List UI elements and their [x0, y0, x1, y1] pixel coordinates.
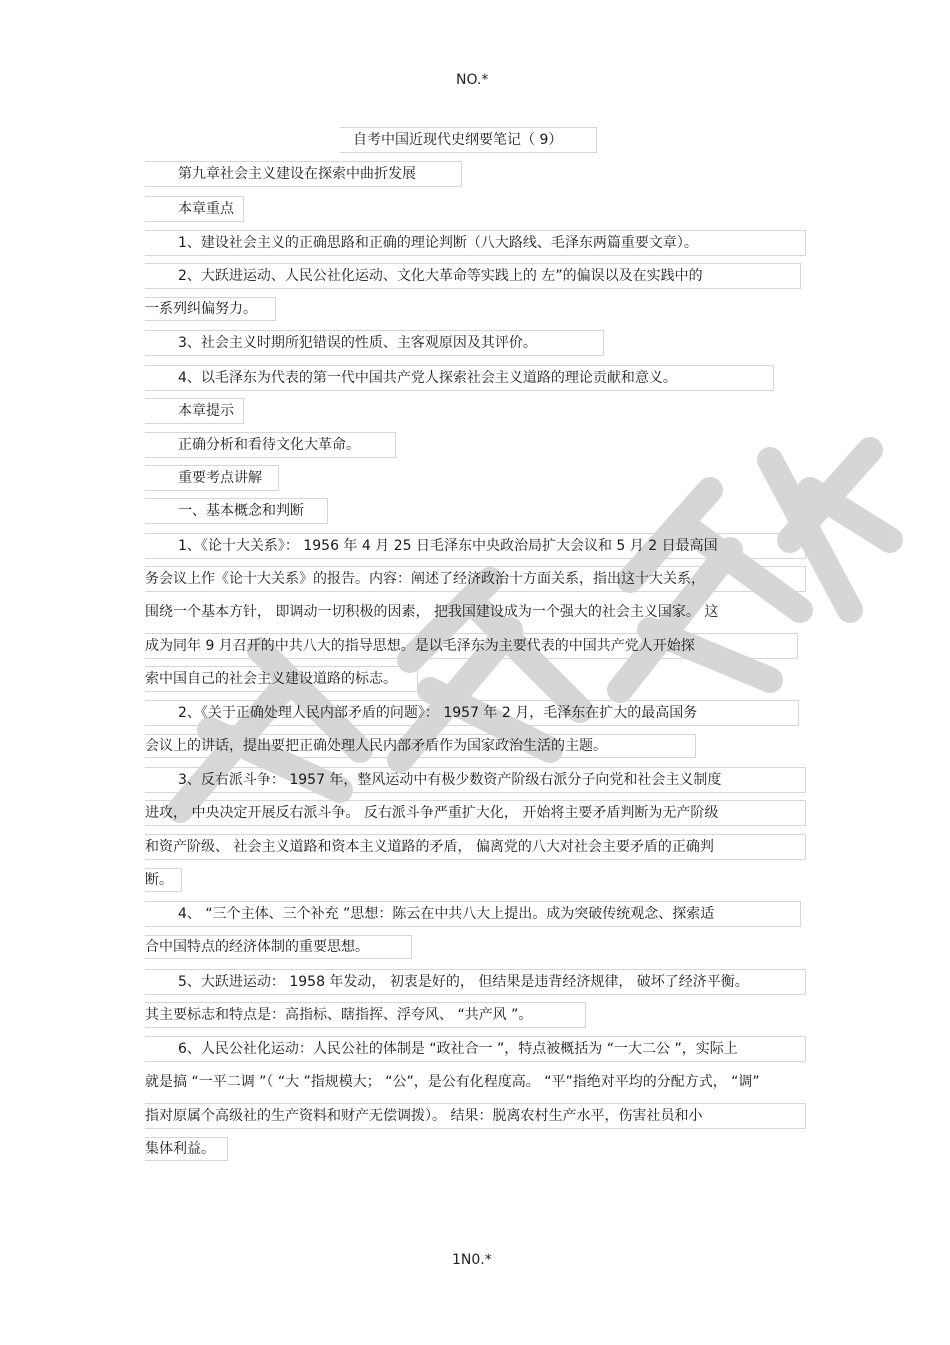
item-1-line-3: 围绕一个基本方针， 即调动一切积极的因素， 把我国建设成为一个强大的社会主义国家。 这	[145, 604, 719, 620]
item-5-line-1: 5、大跃进运动： 1958 年发动， 初衷是好的， 但结果是违背经济规律， 破坏了经济平衡。	[178, 974, 749, 990]
key-point-3: 3、社会主义时期所犯错误的性质、主客观原因及其评价。	[178, 335, 537, 351]
hint-heading: 本章提示	[178, 403, 234, 419]
key-point-1: 1、建设社会主义的正确思路和正确的理论判断（八大路线、毛泽东两篇重要文章）。	[178, 235, 698, 251]
exam-heading: 重要考点讲解	[178, 470, 262, 486]
page-number-header: NO.*	[456, 72, 489, 88]
section1-heading: 一、基本概念和判断	[178, 503, 304, 519]
item-3-line-4: 断。	[145, 872, 173, 888]
item-4-line-2: 合中国特点的经济体制的重要思想。	[145, 939, 369, 955]
item-1-line-5: 索中国自己的社会主义建设道路的标志。	[145, 671, 397, 687]
item-4-line-1: 4、 “三个主体、三个补充 ”思想：陈云在中共八大上提出。成为突破传统观念、探索适	[178, 906, 715, 922]
chapter-heading: 第九章社会主义建设在探索中曲折发展	[178, 166, 416, 182]
item-5-line-2: 其主要标志和特点是：高指标、瞎指挥、浮夸风、 “共产风 ”。	[145, 1007, 533, 1023]
item-6-line-2: 就是搞 “一平二调 ”（ “大 ”指规模大； “公”，是公有化程度高。 “平”指绝对平均的分配方式， “调”	[145, 1074, 760, 1090]
item-2-line-2: 会议上的讲话，提出要把正确处理人民内部矛盾作为国家政治生活的主题。	[145, 738, 607, 754]
item-1-line-1: 1、《论十大关系》： 1956 年 4 月 25 日毛泽东中央政治局扩大会议和 5 月 2 日最高国	[178, 538, 718, 554]
key-point-4: 4、以毛泽东为代表的第一代中国共产党人探索社会主义道路的理论贡献和意义。	[178, 370, 677, 386]
key-point-2-cont: 一系列纠偏努力。	[145, 301, 257, 317]
page-number-footer: 1N0.*	[452, 1252, 492, 1268]
document-title: 自考中国近现代史纲要笔记（ 9）	[353, 132, 563, 148]
item-6-line-4: 集体利益。	[145, 1141, 215, 1157]
item-1-line-2: 务会议上作《论十大关系》的报告。内容：阐述了经济政治十方面关系，指出这十大关系，	[145, 571, 705, 587]
item-3-line-1: 3、反右派斗争： 1957 年，整风运动中有极少数资产阶级右派分子向党和社会主义制度	[178, 772, 722, 788]
item-2-line-1: 2、《关于正确处理人民内部矛盾的问题》： 1957 年 2 月，毛泽东在扩大的最高国务	[178, 705, 698, 721]
item-6-line-3: 指对原属个高级社的生产资料和财产无偿调拨）。 结果：脱离农村生产水平，伤害社员和小	[145, 1108, 703, 1124]
item-3-line-3: 和资产阶级、 社会主义道路和资本主义道路的矛盾， 偏离党的八大对社会主要矛盾的正确判	[145, 839, 714, 855]
key-point-2: 2、大跃进运动、人民公社化运动、文化大革命等实践上的 左”的偏误以及在实践中的	[178, 268, 703, 284]
item-6-line-1: 6、人民公社化运动：人民公社的体制是 “政社合一 ”，特点被概括为 “一大二公 ”，实际上	[178, 1041, 738, 1057]
item-3-line-2: 进攻， 中央决定开展反右派斗争。 反右派斗争严重扩大化， 开始将主要矛盾判断为无产阶级	[145, 805, 719, 821]
hint-text: 正确分析和看待文化大革命。	[178, 437, 360, 453]
key-points-heading: 本章重点	[178, 201, 234, 217]
item-1-line-4: 成为同年 9 月召开的中共八大的指导思想。是以毛泽东为主要代表的中国共产党人开始探	[145, 638, 695, 654]
